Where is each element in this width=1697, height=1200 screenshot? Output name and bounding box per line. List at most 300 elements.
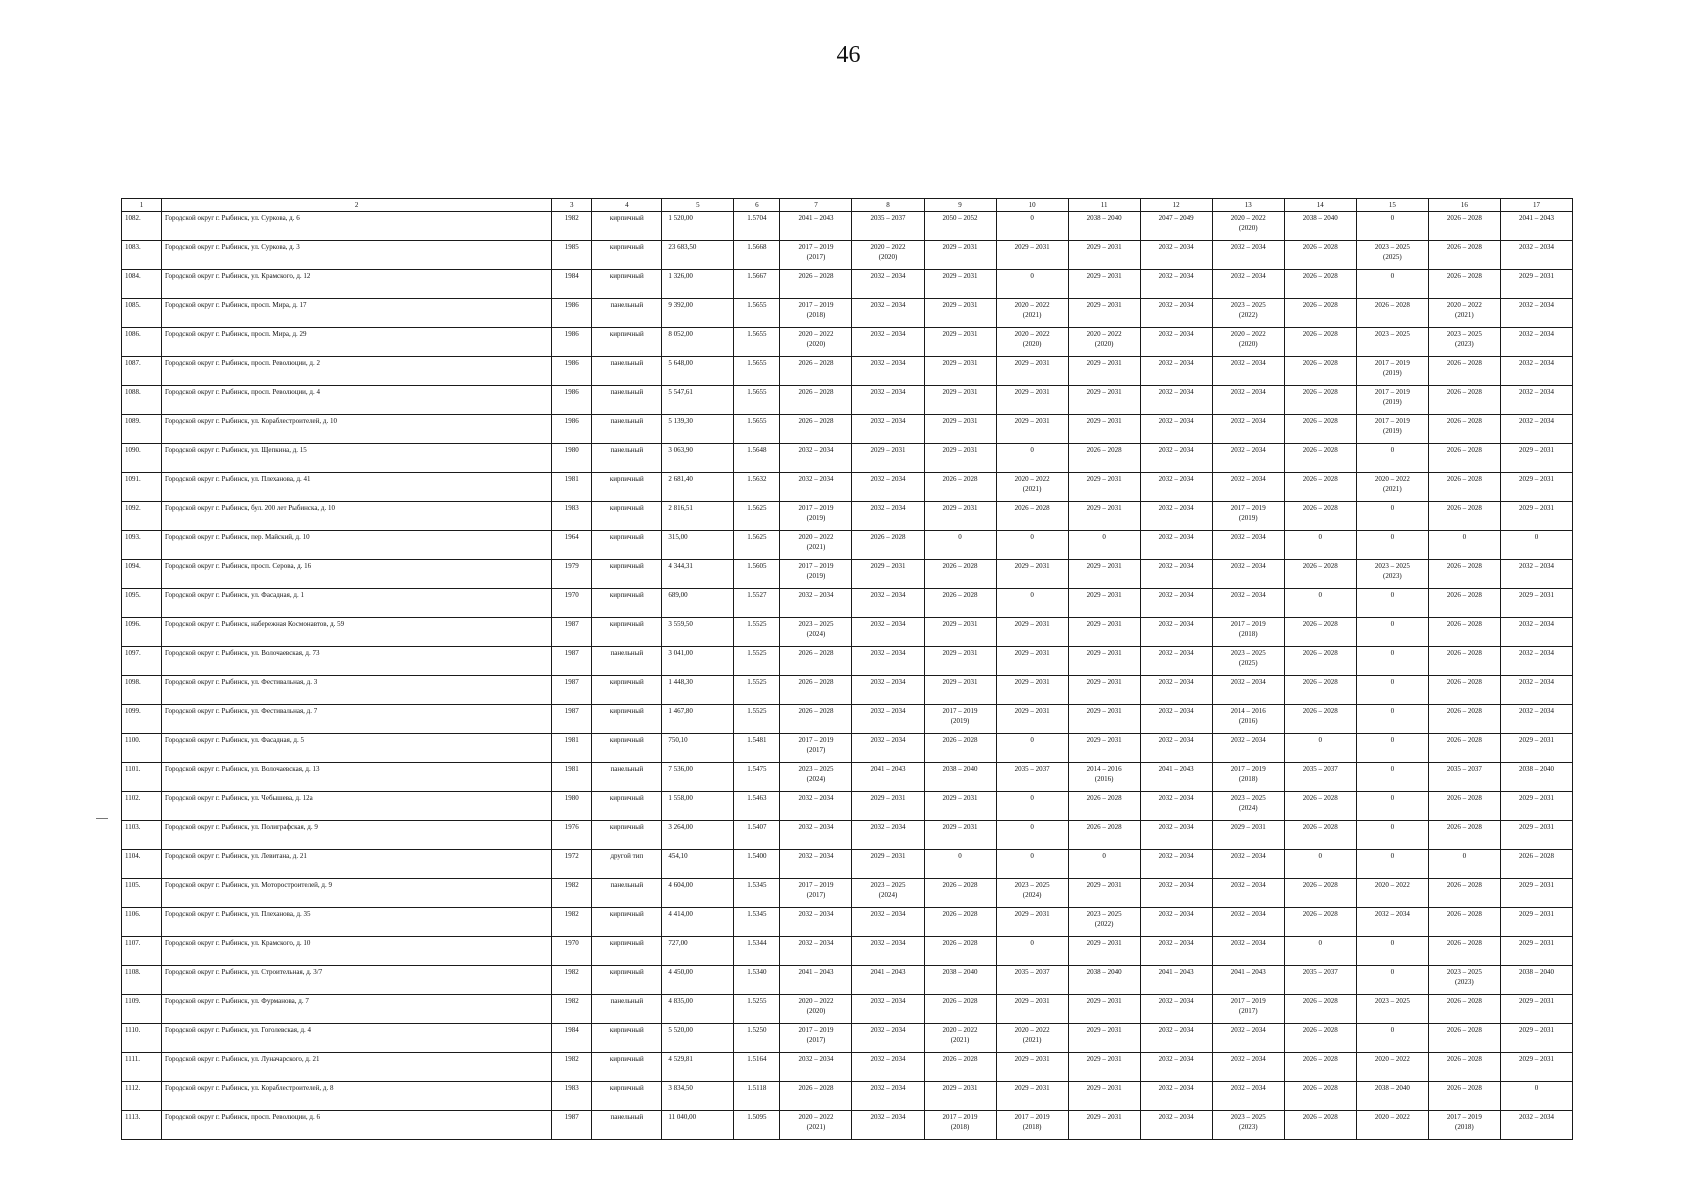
table-cell: 2038 – 2040 [1068, 212, 1140, 241]
table-cell: 1970 [552, 589, 592, 618]
table-cell: 2032 – 2034 [1140, 299, 1212, 328]
table-cell: 1982 [552, 908, 592, 937]
table-cell: 2020 – 2022 (2021) [996, 1024, 1068, 1053]
table-cell: 2017 – 2019 (2019) [780, 560, 852, 589]
column-header: 12 [1140, 199, 1212, 212]
table-cell: 1.5255 [734, 995, 780, 1024]
table-cell: 2032 – 2034 [1212, 415, 1284, 444]
table-cell: Городской округ г. Рыбинск, ул. Гоголевская, д. 4 [162, 1024, 552, 1053]
table-cell: 2026 – 2028 [1284, 473, 1356, 502]
table-cell: 2029 – 2031 [996, 1082, 1068, 1111]
table-cell: 0 [996, 792, 1068, 821]
column-header: 15 [1356, 199, 1428, 212]
table-cell: 2032 – 2034 [852, 415, 924, 444]
table-cell: 2020 – 2022 (2021) [780, 1111, 852, 1140]
table-cell: 0 [996, 937, 1068, 966]
table-cell: 4 450,00 [662, 966, 734, 995]
column-number-row [122, 199, 1573, 212]
table-cell: 2026 – 2028 [780, 386, 852, 415]
table-cell: 1987 [552, 647, 592, 676]
table-cell: 1099. [122, 705, 162, 734]
table-cell: 2017 – 2019 (2017) [780, 1024, 852, 1053]
table-cell: 1113. [122, 1111, 162, 1140]
column-header: 2 [162, 199, 552, 212]
table-cell: 2020 – 2022 (2020) [1212, 212, 1284, 241]
table-cell: 2029 – 2031 [1500, 821, 1572, 850]
table-cell: 2032 – 2034 [852, 1111, 924, 1140]
table-cell: 3 264,00 [662, 821, 734, 850]
table-cell: 2026 – 2028 [1284, 792, 1356, 821]
table-cell: 2026 – 2028 [924, 473, 996, 502]
table-cell: 1103. [122, 821, 162, 850]
table-cell: 2029 – 2031 [996, 995, 1068, 1024]
table-cell: 2026 – 2028 [1284, 502, 1356, 531]
table-cell: 1.5463 [734, 792, 780, 821]
table-cell: 2032 – 2034 [852, 328, 924, 357]
table-cell: 1.5118 [734, 1082, 780, 1111]
table-cell: кирпичный [592, 270, 662, 299]
table-cell: 2026 – 2028 [1284, 328, 1356, 357]
table-cell: 2026 – 2028 [1500, 850, 1572, 879]
table-cell: 2023 – 2025 (2023) [1212, 1111, 1284, 1140]
table-cell: 2032 – 2034 [1212, 734, 1284, 763]
table-cell: 2029 – 2031 [924, 821, 996, 850]
table-cell: кирпичный [592, 241, 662, 270]
table-cell: 1.5250 [734, 1024, 780, 1053]
table-cell: 0 [1284, 589, 1356, 618]
table-cell: 2020 – 2022 (2021) [1356, 473, 1428, 502]
table-cell: 2026 – 2028 [1068, 792, 1140, 821]
table-cell: Городской округ г. Рыбинск, ул. Волочаевская, д. 73 [162, 647, 552, 676]
table-cell: 2032 – 2034 [780, 589, 852, 618]
table-cell: 1097. [122, 647, 162, 676]
table-cell: 1.5648 [734, 444, 780, 473]
table-cell: 1 467,80 [662, 705, 734, 734]
table-cell: 2029 – 2031 [1068, 676, 1140, 705]
table-cell: 2032 – 2034 [852, 734, 924, 763]
column-header: 16 [1428, 199, 1500, 212]
table-cell: 2026 – 2028 [780, 270, 852, 299]
table-cell: 2026 – 2028 [1428, 589, 1500, 618]
table-cell: 0 [1068, 850, 1140, 879]
table-cell: 1104. [122, 850, 162, 879]
table-cell: 2029 – 2031 [1068, 241, 1140, 270]
column-header: 5 [662, 199, 734, 212]
table-cell: 2032 – 2034 [1212, 1082, 1284, 1111]
table-cell: 2035 – 2037 [996, 763, 1068, 792]
table-cell: 2032 – 2034 [852, 357, 924, 386]
table-cell: 1.5345 [734, 879, 780, 908]
table-cell: Городской округ г. Рыбинск, ул. Кораблестроителей, д. 8 [162, 1082, 552, 1111]
table-cell: панельный [592, 879, 662, 908]
table-cell: 2029 – 2031 [1500, 937, 1572, 966]
table-cell: 2026 – 2028 [1284, 1082, 1356, 1111]
table-cell: 2032 – 2034 [780, 792, 852, 821]
table-cell: 2029 – 2031 [1500, 270, 1572, 299]
table-cell: 0 [1428, 850, 1500, 879]
table-cell: Городской округ г. Рыбинск, ул. Кораблестроителей, д. 10 [162, 415, 552, 444]
table-cell: 1.5655 [734, 357, 780, 386]
table-cell: 1.5655 [734, 415, 780, 444]
table-cell: 2026 – 2028 [1356, 299, 1428, 328]
table-cell: 2038 – 2040 [1068, 966, 1140, 995]
table-cell: 2032 – 2034 [1140, 1053, 1212, 1082]
table-cell: 2032 – 2034 [780, 444, 852, 473]
table-cell: 2032 – 2034 [852, 937, 924, 966]
table-cell: 2017 – 2019 (2019) [780, 502, 852, 531]
table-cell: 23 683,50 [662, 241, 734, 270]
table-cell: 2 816,51 [662, 502, 734, 531]
table-cell: 1981 [552, 473, 592, 502]
table-cell: 2032 – 2034 [1500, 241, 1572, 270]
table-row [122, 473, 1573, 502]
table-cell: 1108. [122, 966, 162, 995]
table-cell: 1987 [552, 618, 592, 647]
table-cell: 4 604,00 [662, 879, 734, 908]
table-cell: 2020 – 2022 [1356, 1111, 1428, 1140]
table-cell: 0 [1356, 502, 1428, 531]
table-cell: 2029 – 2031 [1500, 589, 1572, 618]
table-cell: 2029 – 2031 [924, 792, 996, 821]
page-number: 46 [836, 42, 861, 68]
table-cell: 2032 – 2034 [1500, 705, 1572, 734]
table-cell: 2029 – 2031 [1500, 473, 1572, 502]
table-cell: 11 040,00 [662, 1111, 734, 1140]
column-header: 8 [852, 199, 924, 212]
table-cell: Городской округ г. Рыбинск, ул. Суркова, д. 6 [162, 212, 552, 241]
table-cell: 1983 [552, 1082, 592, 1111]
table-cell: 2020 – 2022 (2020) [1212, 328, 1284, 357]
table-cell: 2026 – 2028 [1428, 705, 1500, 734]
table-cell: 2020 – 2022 (2021) [996, 299, 1068, 328]
table-cell: 2032 – 2034 [1356, 908, 1428, 937]
table-cell: 0 [996, 589, 1068, 618]
table-cell: 2026 – 2028 [1068, 444, 1140, 473]
scan-mark [96, 818, 108, 819]
table-cell: 2032 – 2034 [1140, 1024, 1212, 1053]
table-cell: 1.5605 [734, 560, 780, 589]
table-cell: 2029 – 2031 [1068, 1053, 1140, 1082]
table-cell: 2032 – 2034 [1140, 473, 1212, 502]
table-cell: 2026 – 2028 [924, 995, 996, 1024]
table-row [122, 299, 1573, 328]
table-cell: 1.5164 [734, 1053, 780, 1082]
table-cell: 4 344,31 [662, 560, 734, 589]
table-cell: 2029 – 2031 [924, 618, 996, 647]
table-cell: 2032 – 2034 [1500, 299, 1572, 328]
table-cell: 2026 – 2028 [1284, 647, 1356, 676]
table-cell: 1106. [122, 908, 162, 937]
table-cell: 2026 – 2028 [1284, 357, 1356, 386]
table-cell: кирпичный [592, 676, 662, 705]
table-cell: 0 [1356, 647, 1428, 676]
table-cell: 2032 – 2034 [1140, 995, 1212, 1024]
table-cell: 5 547,61 [662, 386, 734, 415]
column-header: 14 [1284, 199, 1356, 212]
table-cell: Городской округ г. Рыбинск, ул. Левитана, д. 21 [162, 850, 552, 879]
table-cell: 2032 – 2034 [1500, 560, 1572, 589]
table-cell: 2026 – 2028 [1284, 1053, 1356, 1082]
table-cell: кирпичный [592, 560, 662, 589]
table-cell: 0 [996, 734, 1068, 763]
table-cell: 1.5625 [734, 531, 780, 560]
table-cell: 1.5340 [734, 966, 780, 995]
table-cell: 0 [1356, 966, 1428, 995]
table-cell: 2029 – 2031 [924, 502, 996, 531]
table-cell: 2041 – 2043 [1140, 966, 1212, 995]
table-cell: 2032 – 2034 [1212, 850, 1284, 879]
table-cell: Городской округ г. Рыбинск, ул. Моторостроителей, д. 9 [162, 879, 552, 908]
table-cell: 2032 – 2034 [1140, 357, 1212, 386]
table-cell: 2032 – 2034 [1500, 415, 1572, 444]
table-cell: 2029 – 2031 [996, 560, 1068, 589]
table-cell: 2032 – 2034 [852, 1053, 924, 1082]
table-cell: 1986 [552, 386, 592, 415]
table-cell: 4 529,81 [662, 1053, 734, 1082]
table-cell: 2032 – 2034 [1212, 241, 1284, 270]
table-cell: 2029 – 2031 [924, 386, 996, 415]
table-cell: 2023 – 2025 (2023) [1428, 328, 1500, 357]
table-cell: 2026 – 2028 [780, 357, 852, 386]
table-cell: 7 536,00 [662, 763, 734, 792]
table-cell: 2026 – 2028 [1284, 821, 1356, 850]
table-cell: 1982 [552, 212, 592, 241]
column-header: 11 [1068, 199, 1140, 212]
table-cell: 1982 [552, 966, 592, 995]
table-cell: 1.5632 [734, 473, 780, 502]
table-cell: 4 835,00 [662, 995, 734, 1024]
table-cell: 1.5667 [734, 270, 780, 299]
table-cell: 2026 – 2028 [1284, 1024, 1356, 1053]
table-cell: кирпичный [592, 1053, 662, 1082]
table-cell: 2032 – 2034 [1500, 647, 1572, 676]
table-cell: 1979 [552, 560, 592, 589]
table-cell: 2032 – 2034 [1140, 705, 1212, 734]
table-row [122, 1082, 1573, 1111]
table-cell: Городской округ г. Рыбинск, ул. Фестивальная, д. 7 [162, 705, 552, 734]
table-cell: Городской округ г. Рыбинск, просп. Революции, д. 6 [162, 1111, 552, 1140]
table-cell: 1.5655 [734, 299, 780, 328]
table-cell: 2032 – 2034 [1140, 937, 1212, 966]
column-header: 13 [1212, 199, 1284, 212]
table-cell: 2026 – 2028 [1428, 415, 1500, 444]
table-cell: 689,00 [662, 589, 734, 618]
table-cell: 1.5704 [734, 212, 780, 241]
table-cell: 2017 – 2019 (2019) [1212, 502, 1284, 531]
table-cell: 2020 – 2022 (2020) [780, 328, 852, 357]
table-cell: 1112. [122, 1082, 162, 1111]
table-cell: 1090. [122, 444, 162, 473]
table-cell: 2026 – 2028 [1428, 1082, 1500, 1111]
table-cell: 2029 – 2031 [996, 415, 1068, 444]
table-cell: Городской округ г. Рыбинск, ул. Фурманова, д. 7 [162, 995, 552, 1024]
table-cell: 5 139,30 [662, 415, 734, 444]
table-cell: 2023 – 2025 [1356, 995, 1428, 1024]
table-cell: 2038 – 2040 [1356, 1082, 1428, 1111]
table-cell: 1982 [552, 995, 592, 1024]
table-cell: 1976 [552, 821, 592, 850]
table-cell: 2032 – 2034 [1140, 444, 1212, 473]
table-cell: 1.5525 [734, 676, 780, 705]
table-row [122, 1053, 1573, 1082]
table-cell: 2026 – 2028 [1428, 821, 1500, 850]
table-cell: 1085. [122, 299, 162, 328]
table-cell: 2038 – 2040 [1284, 212, 1356, 241]
table-cell: 2032 – 2034 [852, 676, 924, 705]
table-cell: 0 [996, 821, 1068, 850]
table-cell: 2026 – 2028 [1428, 386, 1500, 415]
table-cell: 2029 – 2031 [1068, 1082, 1140, 1111]
table-cell: 2032 – 2034 [1140, 676, 1212, 705]
table-cell: 2023 – 2025 (2022) [1212, 299, 1284, 328]
table-cell: 2032 – 2034 [852, 473, 924, 502]
table-cell: 2035 – 2037 [1284, 966, 1356, 995]
table-cell: 2023 – 2025 (2023) [1356, 560, 1428, 589]
table-cell: другой тип [592, 850, 662, 879]
table-cell: 2029 – 2031 [924, 415, 996, 444]
table-cell: 1100. [122, 734, 162, 763]
table-cell: 2026 – 2028 [996, 502, 1068, 531]
table-cell: 2032 – 2034 [852, 618, 924, 647]
table-cell: 2029 – 2031 [924, 299, 996, 328]
table-cell: 2017 – 2019 (2019) [1356, 357, 1428, 386]
table-cell: 2032 – 2034 [1212, 270, 1284, 299]
table-cell: 1107. [122, 937, 162, 966]
table-row [122, 589, 1573, 618]
table-cell: 2026 – 2028 [924, 937, 996, 966]
table-row [122, 966, 1573, 995]
table-cell: 2032 – 2034 [780, 908, 852, 937]
table-cell: 2029 – 2031 [1068, 1024, 1140, 1053]
table-cell: 0 [996, 444, 1068, 473]
table-cell: 2029 – 2031 [996, 241, 1068, 270]
table-cell: 2029 – 2031 [1500, 995, 1572, 1024]
table-cell: 2026 – 2028 [1428, 908, 1500, 937]
table-cell: 2023 – 2025 (2025) [1356, 241, 1428, 270]
table-cell: 2032 – 2034 [852, 705, 924, 734]
table-cell: 1.5527 [734, 589, 780, 618]
table-cell: 1983 [552, 502, 592, 531]
table-cell: 5 520,00 [662, 1024, 734, 1053]
table-cell: 3 834,50 [662, 1082, 734, 1111]
table-cell: 1.5625 [734, 502, 780, 531]
table-cell: 2032 – 2034 [1140, 879, 1212, 908]
table-cell: 0 [996, 850, 1068, 879]
table-cell: 2041 – 2043 [780, 212, 852, 241]
table-cell: 2035 – 2037 [1428, 763, 1500, 792]
table-cell: 2017 – 2019 (2017) [780, 734, 852, 763]
table-cell: 1092. [122, 502, 162, 531]
table-cell: 2017 – 2019 (2018) [996, 1111, 1068, 1140]
table-cell: 1.5095 [734, 1111, 780, 1140]
table-row [122, 647, 1573, 676]
table-cell: кирпичный [592, 618, 662, 647]
table-row [122, 676, 1573, 705]
repair-schedule-table [121, 198, 1573, 1140]
table-cell: 2029 – 2031 [852, 850, 924, 879]
table-cell: 2029 – 2031 [1212, 821, 1284, 850]
table-cell: 2032 – 2034 [1212, 386, 1284, 415]
table-cell: 2026 – 2028 [1428, 1024, 1500, 1053]
table-cell: 2032 – 2034 [1212, 937, 1284, 966]
table-cell: 2029 – 2031 [1500, 444, 1572, 473]
table-cell: Городской округ г. Рыбинск, ул. Фестивальная, д. 3 [162, 676, 552, 705]
table-cell: панельный [592, 995, 662, 1024]
table-cell: 2026 – 2028 [1284, 908, 1356, 937]
table-body [122, 212, 1573, 1140]
table-cell: Городской округ г. Рыбинск, ул. Чебышева, д. 12а [162, 792, 552, 821]
table-cell: 2026 – 2028 [924, 879, 996, 908]
table-cell: 2026 – 2028 [924, 908, 996, 937]
table-cell: 2029 – 2031 [1068, 734, 1140, 763]
table-cell: 2020 – 2022 (2020) [852, 241, 924, 270]
table-cell: 1.5525 [734, 647, 780, 676]
table-cell: 2032 – 2034 [1140, 1082, 1212, 1111]
table-cell: 2032 – 2034 [1212, 1024, 1284, 1053]
table-cell: 2029 – 2031 [852, 792, 924, 821]
table-cell: 8 052,00 [662, 328, 734, 357]
table-cell: 1982 [552, 879, 592, 908]
table-cell: 2017 – 2019 (2017) [780, 879, 852, 908]
table-cell: 2020 – 2022 (2021) [996, 473, 1068, 502]
table-cell: кирпичный [592, 531, 662, 560]
table-cell: 0 [996, 531, 1068, 560]
table-cell: 2050 – 2052 [924, 212, 996, 241]
table-cell: 2026 – 2028 [1428, 270, 1500, 299]
table-cell: 2032 – 2034 [1212, 879, 1284, 908]
table-cell: 2029 – 2031 [996, 1053, 1068, 1082]
table-cell: 2023 – 2025 (2024) [780, 763, 852, 792]
table-cell: 2032 – 2034 [852, 647, 924, 676]
table-row [122, 357, 1573, 386]
table-cell: Городской округ г. Рыбинск, ул. Плеханова, д. 35 [162, 908, 552, 937]
table-cell: 2 681,40 [662, 473, 734, 502]
table-cell: 2026 – 2028 [924, 734, 996, 763]
table-cell: 2032 – 2034 [1500, 676, 1572, 705]
column-header: 9 [924, 199, 996, 212]
table-cell: 1084. [122, 270, 162, 299]
table-cell: 2020 – 2022 (2021) [780, 531, 852, 560]
table-cell: 0 [924, 850, 996, 879]
table-row [122, 1111, 1573, 1140]
table-cell: 0 [924, 531, 996, 560]
table-cell: 2023 – 2025 (2024) [780, 618, 852, 647]
table-cell: кирпичный [592, 328, 662, 357]
table-cell: Городской округ г. Рыбинск, ул. Крамского, д. 12 [162, 270, 552, 299]
table-cell: 2026 – 2028 [1284, 444, 1356, 473]
table-cell: 2023 – 2025 (2022) [1068, 908, 1140, 937]
table-cell: кирпичный [592, 734, 662, 763]
table-cell: 0 [1284, 937, 1356, 966]
table-row [122, 705, 1573, 734]
table-cell: 2029 – 2031 [996, 618, 1068, 647]
table-cell: 2029 – 2031 [924, 676, 996, 705]
table-row [122, 850, 1573, 879]
table-cell: 1964 [552, 531, 592, 560]
table-row [122, 270, 1573, 299]
column-header: 4 [592, 199, 662, 212]
table-cell: 2026 – 2028 [780, 705, 852, 734]
table-cell: 2029 – 2031 [924, 1082, 996, 1111]
table-cell: кирпичный [592, 589, 662, 618]
table-cell: 2032 – 2034 [1212, 444, 1284, 473]
table-cell: 2026 – 2028 [1284, 618, 1356, 647]
table-cell: 2032 – 2034 [852, 995, 924, 1024]
table-cell: 5 648,00 [662, 357, 734, 386]
table-cell: 2041 – 2043 [780, 966, 852, 995]
table-row [122, 502, 1573, 531]
table-cell: 1111. [122, 1053, 162, 1082]
